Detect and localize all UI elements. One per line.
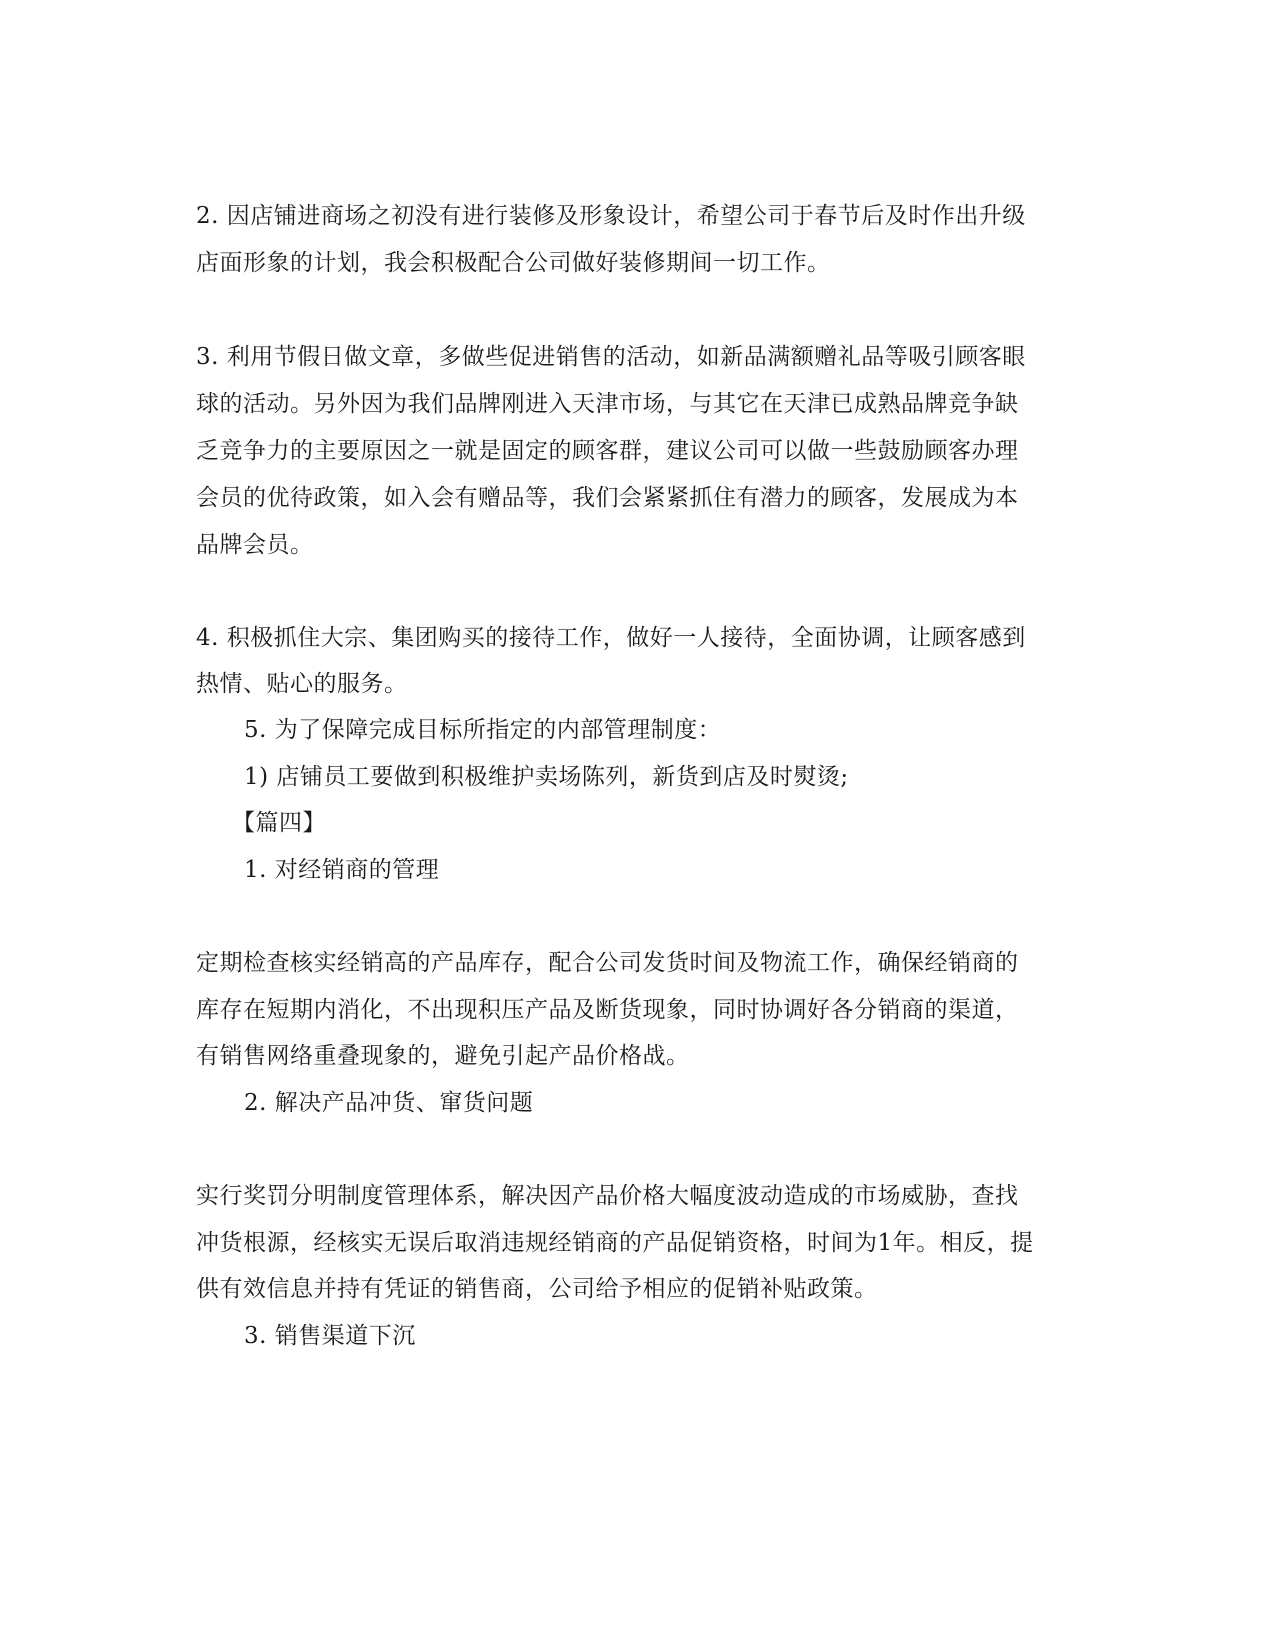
heading-channel-sinking: 3. 销售渠道下沉	[244, 1323, 416, 1349]
dealer-paragraph-line-3: 有销售网络重叠现象的，避免引起产品价格战。	[196, 1043, 690, 1069]
penalty-paragraph-line-3: 供有效信息并持有凭证的销售商，公司给予相应的促销补贴政策。	[196, 1276, 878, 1302]
paragraph-3-line-1: 3. 利用节假日做文章，多做些促进销售的活动，如新品满额赠礼品等吸引顾客眼	[196, 344, 1026, 370]
penalty-paragraph-line-2: 冲货根源，经核实无误后取消违规经销商的产品促销资格，时间为1年。相反，提	[196, 1230, 1034, 1256]
paragraph-2-line-1: 2. 因店铺进商场之初没有进行装修及形象设计，希望公司于春节后及时作出升级	[196, 203, 1026, 229]
paragraph-3-line-5: 品牌会员。	[196, 532, 314, 558]
heading-cross-selling: 2. 解决产品冲货、窜货问题	[244, 1090, 534, 1116]
item-5-heading: 5. 为了保障完成目标所指定的内部管理制度：	[244, 717, 722, 743]
paragraph-2-line-2: 店面形象的计划，我会积极配合公司做好装修期间一切工作。	[196, 250, 831, 276]
paragraph-4-line-2: 热情、贴心的服务。	[196, 671, 408, 697]
dealer-paragraph-line-1: 定期检查核实经销高的产品库存，配合公司发货时间及物流工作，确保经销商的	[196, 950, 1019, 976]
paragraph-4-line-1: 4. 积极抓住大宗、集团购买的接待工作，做好一人接待，全面协调，让顾客感到	[196, 625, 1026, 651]
paragraph-3-line-3: 乏竞争力的主要原因之一就是固定的顾客群，建议公司可以做一些鼓励顾客办理	[196, 438, 1019, 464]
paragraph-3-line-4: 会员的优待政策，如入会有赠品等，我们会紧紧抓住有潜力的顾客，发展成为本	[196, 485, 1019, 511]
dealer-paragraph-line-2: 库存在短期内消化，不出现积压产品及断货现象，同时协调好各分销商的渠道，	[196, 997, 1019, 1023]
paragraph-3-line-2: 球的活动。另外因为我们品牌刚进入天津市场，与其它在天津已成熟品牌竞争缺	[196, 391, 1019, 417]
penalty-paragraph-line-1: 实行奖罚分明制度管理体系，解决因产品价格大幅度波动造成的市场威胁，查找	[196, 1183, 1019, 1209]
section-title-pian-si: 【篇四】	[232, 810, 326, 836]
heading-dealer-management: 1. 对经销商的管理	[244, 857, 440, 883]
sub-item-1: 1) 店铺员工要做到积极维护卖场陈列，新货到店及时熨烫;	[244, 764, 849, 790]
